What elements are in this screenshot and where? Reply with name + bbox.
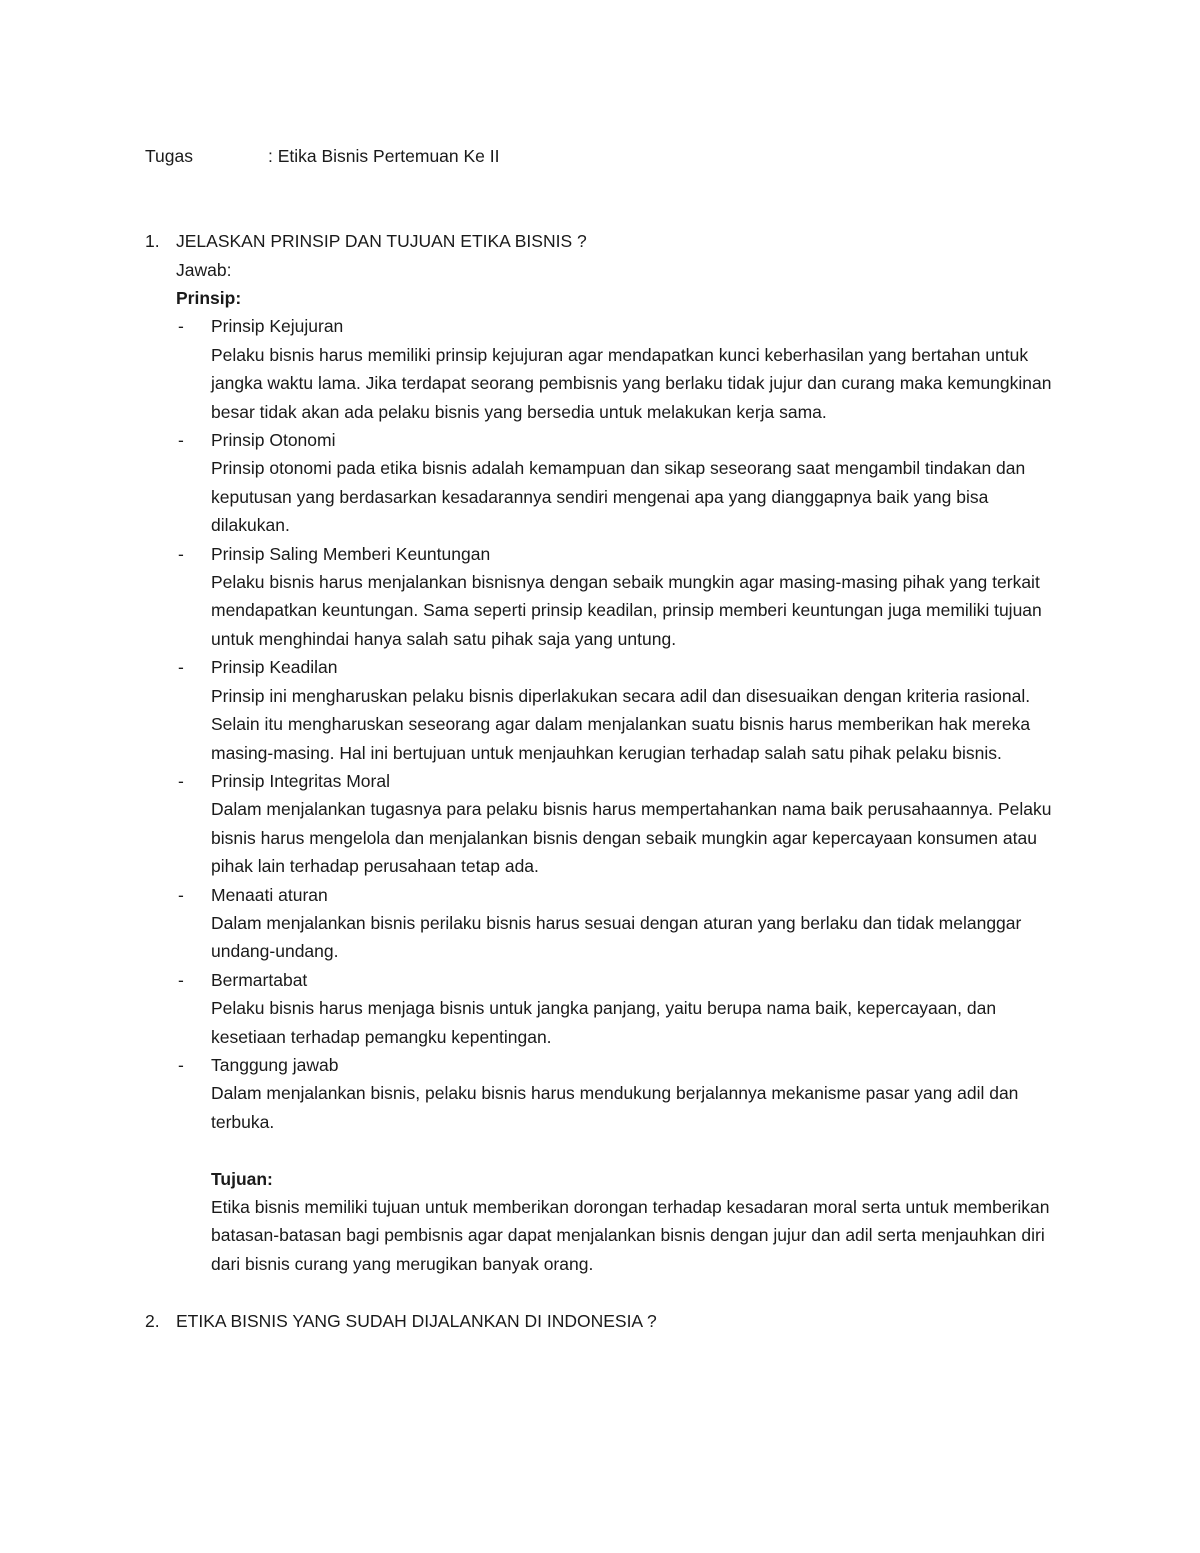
prinsip-list <box>176 312 1065 1136</box>
list-item-body <box>211 1051 1065 1136</box>
list-item <box>176 312 1065 426</box>
list-item-text: Dalam menjalankan bisnis, pelaku bisnis harus mendukung berjalannya mekanisme pasar yang adil dan terbuka. <box>211 1083 1019 1132</box>
list-item-text: Dalam menjalankan bisnis perilaku bisnis harus sesuai dengan aturan yang berlaku dan tidak melanggar undang-undang. <box>211 912 1022 962</box>
dash-bullet: - <box>178 969 184 990</box>
header-label: Tugas <box>145 146 193 166</box>
dash-bullet: - <box>178 884 184 905</box>
dash-bullet: - <box>178 543 184 564</box>
list-item-title: Prinsip Kejujuran <box>211 316 344 337</box>
list-item <box>176 426 1065 540</box>
tujuan-section <box>211 1165 1065 1279</box>
list-item <box>176 1051 1065 1136</box>
list-item-text: Prinsip ini mengharuskan pelaku bisnis diperlakukan secara adil dan disesuaikan dengan kriteria rasional. Selain itu mengharuskan seseorang agar dalam menjalankan suatu bisnis harus memberikan hak mereka masing-masing. Hal ini bertujuan untuk menjauhkan kerugian terhadap salah satu pihak pelaku bisnis. <box>211 685 1031 763</box>
list-item-title: Tanggung jawab <box>211 1054 339 1075</box>
list-item <box>176 653 1065 767</box>
list-item-text: Prinsip otonomi pada etika bisnis adalah kemampuan dan sikap seseorang saat mengambil tindakan dan keputusan yang berdasarkan kesadarannya sendiri mengenai apa yang dianggapnya baik yang bisa dilakukan. <box>211 458 1026 536</box>
dash-bullet: - <box>178 770 184 791</box>
answer-label: Jawab: <box>176 259 232 280</box>
list-item <box>176 881 1065 966</box>
list-item <box>176 966 1065 1051</box>
document-body <box>145 142 1065 1335</box>
list-item-body <box>211 426 1065 540</box>
list-item-title: Prinsip Integritas Moral <box>211 770 390 791</box>
list-item-title: Prinsip Keadilan <box>211 657 338 678</box>
dash-bullet: - <box>178 1054 184 1075</box>
dash-bullet: - <box>178 316 184 337</box>
tujuan-text: Etika bisnis memiliki tujuan untuk memberikan dorongan terhadap kesadaran moral serta untuk memberikan batasan-batasan bagi pembisnis agar dapat menjalankan bisnis dengan jujur dan adil serta menjauhkan diri dari bisnis curang yang merugikan banyak orang. <box>211 1196 1050 1274</box>
list-item-title: Bermartabat <box>211 969 308 990</box>
list-item-title: Prinsip Saling Memberi Keuntungan <box>211 543 491 564</box>
question-number: 1. <box>145 231 160 252</box>
list-item-text: Pelaku bisnis harus memiliki prinsip kejujuran agar mendapatkan kunci keberhasilan yang bertahan untuk jangka waktu lama. Jika terdapat seorang pembisnis yang berlaku tidak jujur dan curang maka kemungkinan besar tidak akan ada pelaku bisnis yang bersedia untuk melakukan kerja sama. <box>211 344 1052 422</box>
list-item-body <box>211 653 1065 767</box>
question-title: ETIKA BISNIS YANG SUDAH DIJALANKAN DI INDONESIA ? <box>176 1310 657 1331</box>
question-1 <box>145 227 1065 255</box>
tujuan-heading: Tujuan: <box>211 1168 273 1189</box>
list-item-body <box>211 966 1065 1051</box>
prinsip-heading: Prinsip: <box>176 288 242 308</box>
question-2 <box>145 1307 1065 1335</box>
dash-bullet: - <box>178 657 184 678</box>
list-item-text: Dalam menjalankan tugasnya para pelaku bisnis harus mempertahankan nama baik perusahaannya. Pelaku bisnis harus mengelola dan menjalankan bisnis dengan sebaik mungkin agar kepercayaan konsumen atau pihak lain terhadap perusahaan tetap ada. <box>211 799 1052 877</box>
dash-bullet: - <box>178 430 184 451</box>
list-item <box>176 540 1065 654</box>
spacer <box>145 170 1065 227</box>
list-item-text: Pelaku bisnis harus menjaga bisnis untuk jangka panjang, yaitu berupa nama baik, kepercayaan, dan kesetiaan terhadap pemangku kepentingan. <box>211 998 997 1047</box>
list-item-title: Menaati aturan <box>211 884 328 905</box>
assignment-header <box>145 142 1065 170</box>
question-number: 2. <box>145 1310 160 1331</box>
spacer <box>145 1278 1065 1306</box>
list-item-body <box>211 312 1065 426</box>
list-item <box>176 767 1065 881</box>
list-item-body <box>211 540 1065 654</box>
header-value: : Etika Bisnis Pertemuan Ke II <box>268 146 500 166</box>
list-item-title: Prinsip Otonomi <box>211 430 336 451</box>
question-title: JELASKAN PRINSIP DAN TUJUAN ETIKA BISNIS ? <box>176 231 587 252</box>
list-item-body <box>211 881 1065 966</box>
list-item-body <box>211 767 1065 881</box>
list-item-text: Pelaku bisnis harus menjalankan bisnisnya dengan sebaik mungkin agar masing-masing pihak yang terkait mendapatkan keuntungan. Sama seperti prinsip keadilan, prinsip memberi keuntungan juga memiliki tujuan untuk menghindai hanya salah satu pihak saja yang untung. <box>211 572 1042 649</box>
